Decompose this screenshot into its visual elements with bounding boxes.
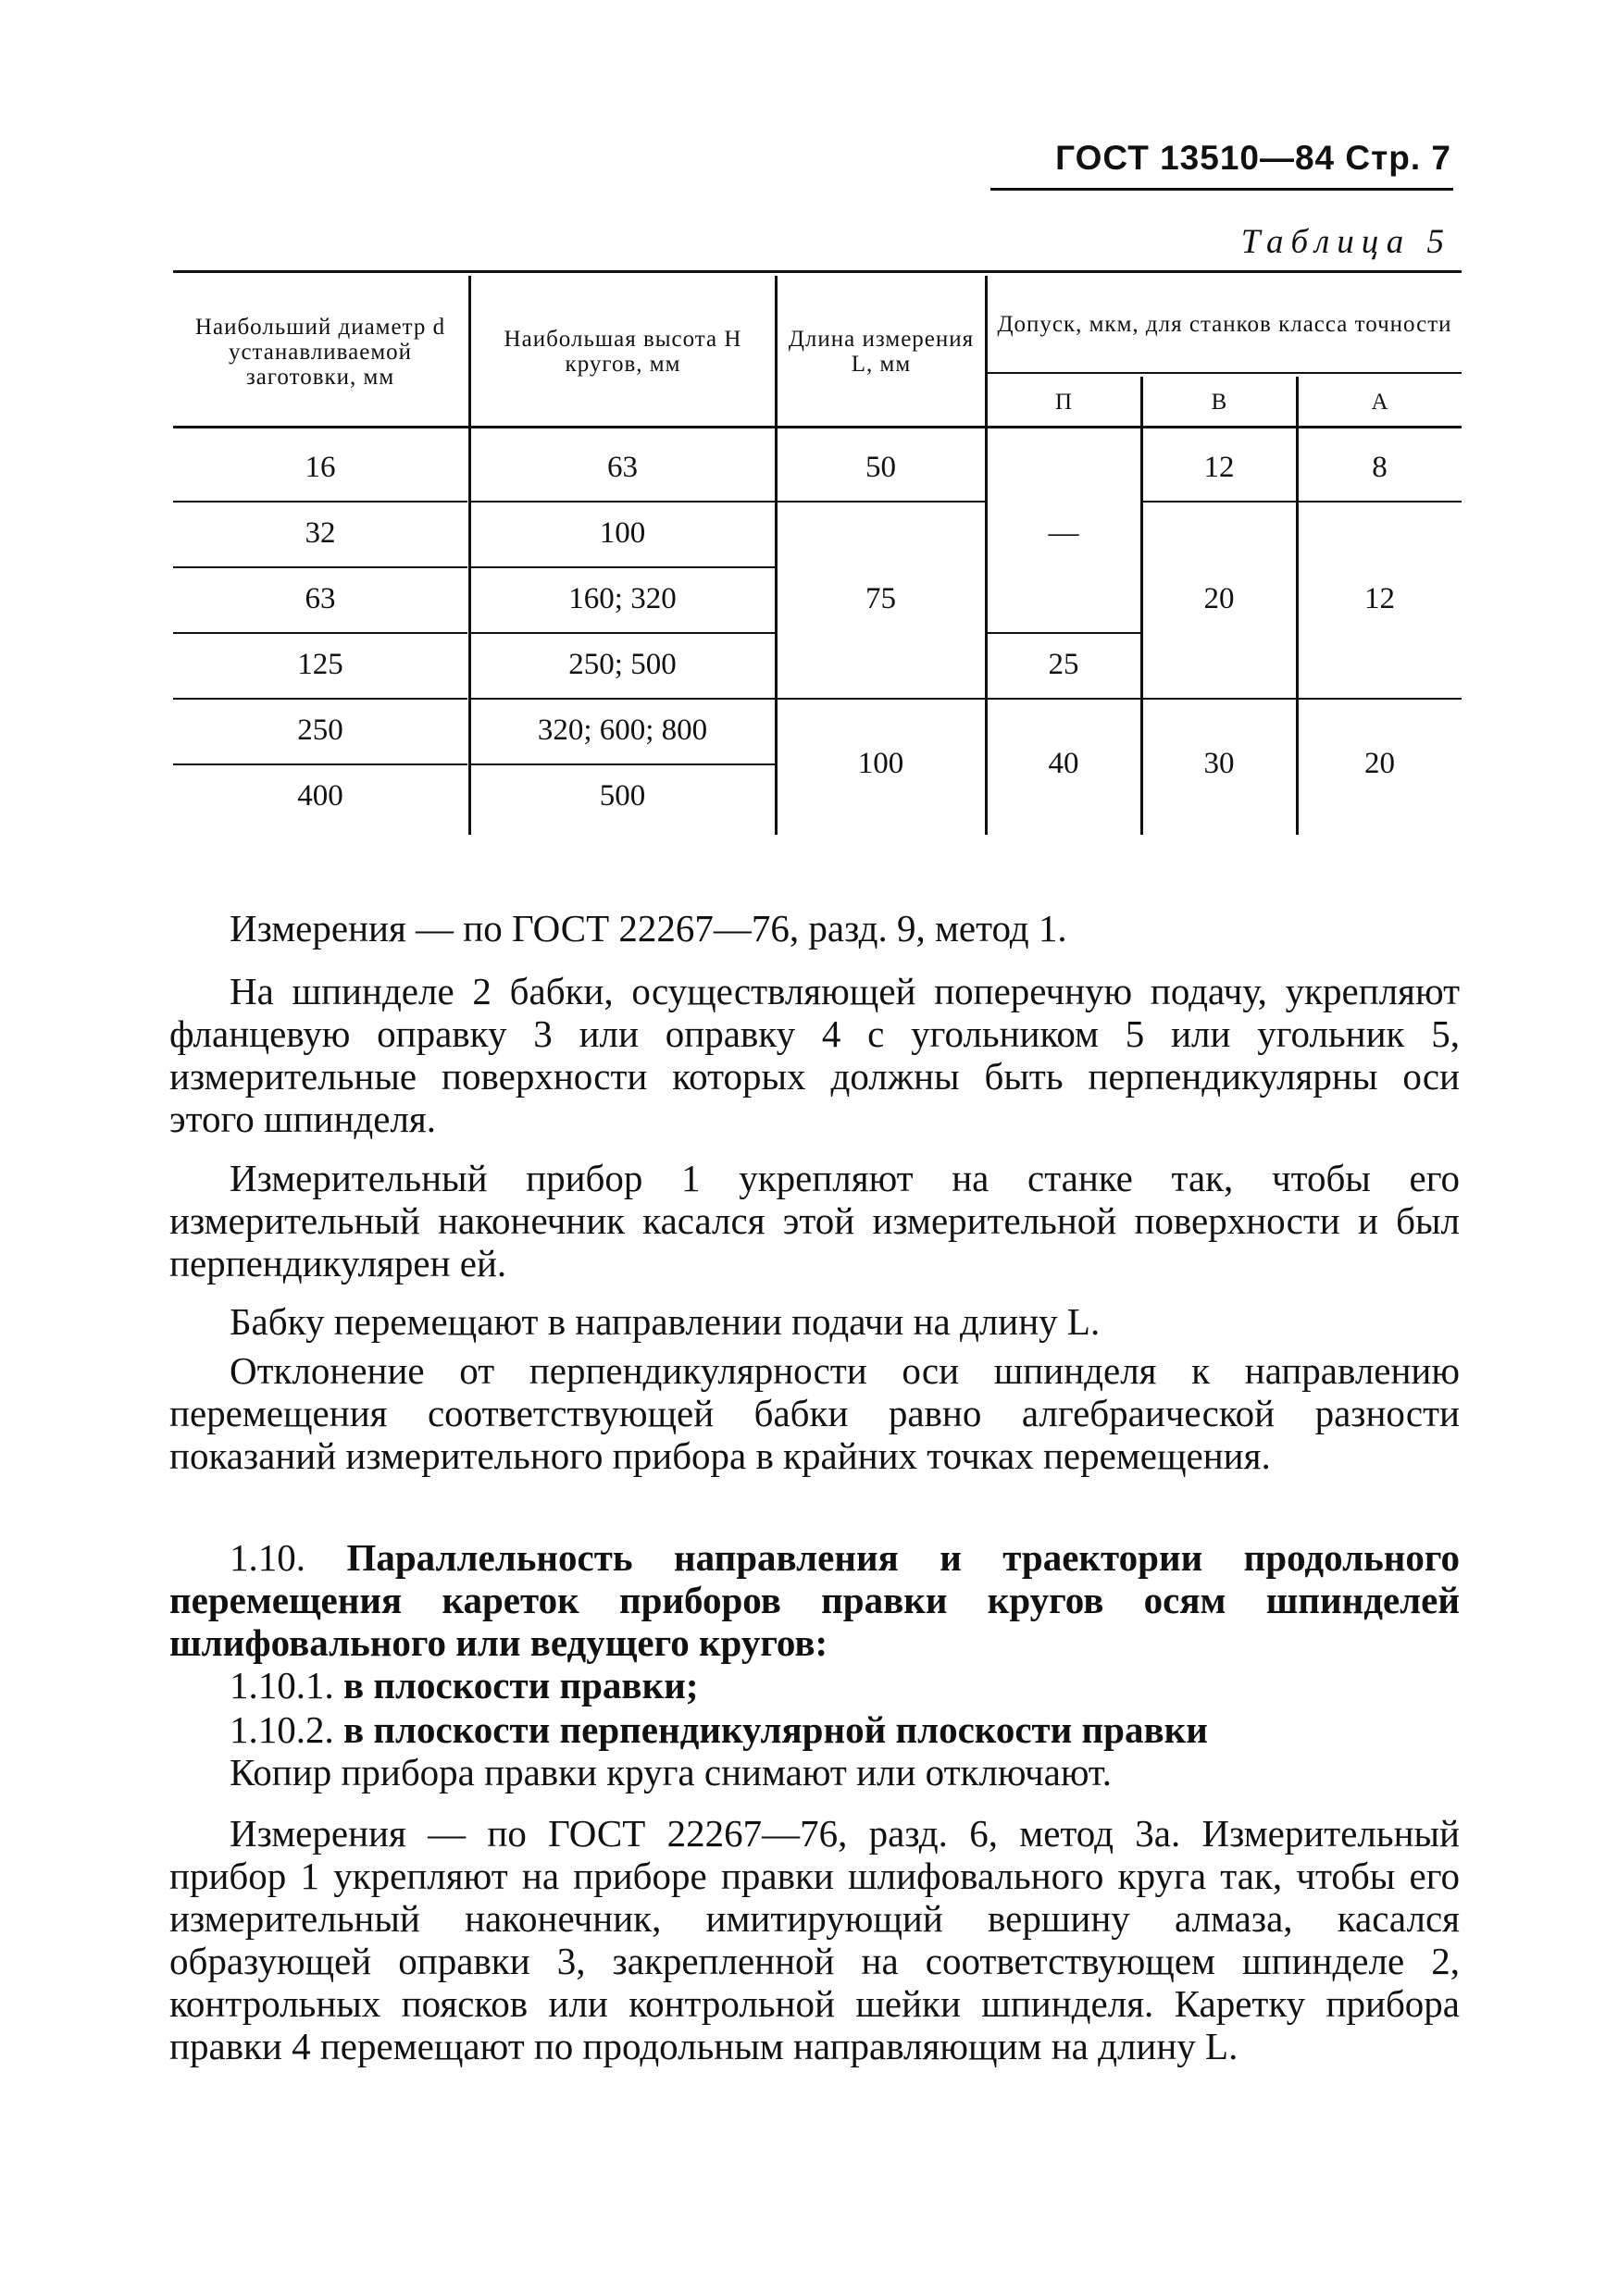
cell-tol-a: 20: [1364, 746, 1395, 780]
cell-diameter: 32: [305, 516, 336, 550]
running-header: ГОСТ 13510—84 Стр. 7: [1055, 139, 1451, 177]
paragraph: На шпинделе 2 бабки, осуществляющей поперечную подачу, укрепляют фланцевую оправку 3 или оправку 4 с угольником 5 или угольник 5, измерительные поверхности которых должны быть перпендикулярны оси этого шпинделя.: [169, 970, 1460, 1140]
cell-tol-p: 40: [1048, 746, 1079, 780]
cell-height: 160; 320: [568, 582, 677, 615]
cell-length: 50: [865, 451, 896, 484]
tolerance-subheader-rule: [986, 372, 1462, 374]
cell-tol-a: 8: [1372, 451, 1388, 484]
cell-tol-a: 12: [1364, 582, 1395, 615]
table-header-rule: [173, 426, 1462, 428]
header-rule: [990, 188, 1453, 191]
cell-diameter: 400: [297, 779, 343, 813]
subsection-title: в плоскости правки;: [343, 1664, 699, 1706]
cell-diameter: 250: [297, 714, 343, 747]
subsection-title: в плоскости перпендикулярной плоскости правки: [343, 1708, 1208, 1751]
cell-height: 100: [599, 516, 646, 550]
section-title: Параллельность направления и траектории продольного перемещения кареток приборов правки кругов осям шпинделей шлифовального или ведущего кругов:: [169, 1536, 1461, 1664]
cell-tol-v: 30: [1203, 746, 1235, 780]
cell-length: 75: [865, 582, 896, 615]
cell-height: 63: [607, 451, 638, 484]
cell-tol-v: 20: [1203, 582, 1235, 615]
cell-diameter: 63: [305, 582, 336, 615]
header-class-p: П: [1054, 389, 1074, 415]
cell-height: 320; 600; 800: [537, 714, 708, 747]
table-caption: Таблица 5: [1240, 223, 1451, 261]
paragraph: Измерительный прибор 1 укрепляют на станке так, чтобы его измерительный наконечник касался этой измерительной поверхности и был перпендикулярен ей.: [169, 1157, 1460, 1285]
subsection-1-10-2: [230, 1708, 1208, 1751]
paragraph: Измерения — по ГОСТ 22267—76, разд. 9, метод 1.: [230, 907, 1067, 949]
cell-tol-p: 25: [1048, 648, 1079, 681]
header-class-v: В: [1211, 389, 1228, 415]
cell-diameter: 16: [305, 451, 336, 484]
paragraph: Копир прибора правки круга снимают или отключают.: [230, 1751, 1112, 1793]
header-class-a: А: [1371, 389, 1389, 415]
cell-tol-v: 12: [1203, 451, 1235, 484]
section-1-10: [169, 1536, 1460, 1664]
tolerance-table: [173, 270, 1462, 835]
header-length: Длина измерения L, мм: [788, 327, 975, 377]
cell-diameter: 125: [297, 648, 343, 681]
subsection-number: 1.10.1.: [230, 1664, 334, 1706]
paragraph: Измерения — по ГОСТ 22267—76, разд. 6, метод 3а. Измерительный прибор 1 укрепляют на приборе правки шлифовального круга так, чтобы его измерительный наконечник, имитирующий вершину алмаза, касался образующей оправки 3, закрепленной на соответствующем шпинделе 2, контрольных поясков или контрольной шейки шпинделя. Каретку прибора правки 4 перемещают по продольным направляющим на длину L.: [169, 1812, 1460, 2067]
header-height: Наибольшая высота H кругов, мм: [504, 327, 742, 377]
cell-height: 500: [599, 779, 646, 813]
paragraph: Бабку перемещают в направлении подачи на длину L.: [230, 1300, 1101, 1343]
subsection-1-10-1: [230, 1664, 698, 1706]
subsection-number: 1.10.2.: [230, 1708, 334, 1751]
header-tolerance: Допуск, мкм, для станков класса точности: [997, 311, 1452, 337]
section-number: 1.10.: [230, 1536, 305, 1579]
header-diameter: Наибольший диаметр d устанавливаемой заготовки, мм: [194, 314, 446, 390]
cell-length: 100: [857, 746, 904, 780]
cell-height: 250; 500: [568, 648, 677, 681]
table-top-rule: [173, 270, 1462, 273]
paragraph: Отклонение от перпендикулярности оси шпинделя к направлению перемещения соответствующей бабки равно алгебраической разности показаний измерительного прибора в крайних точках перемещения.: [169, 1349, 1460, 1477]
cell-tol-p: —: [1048, 516, 1079, 550]
